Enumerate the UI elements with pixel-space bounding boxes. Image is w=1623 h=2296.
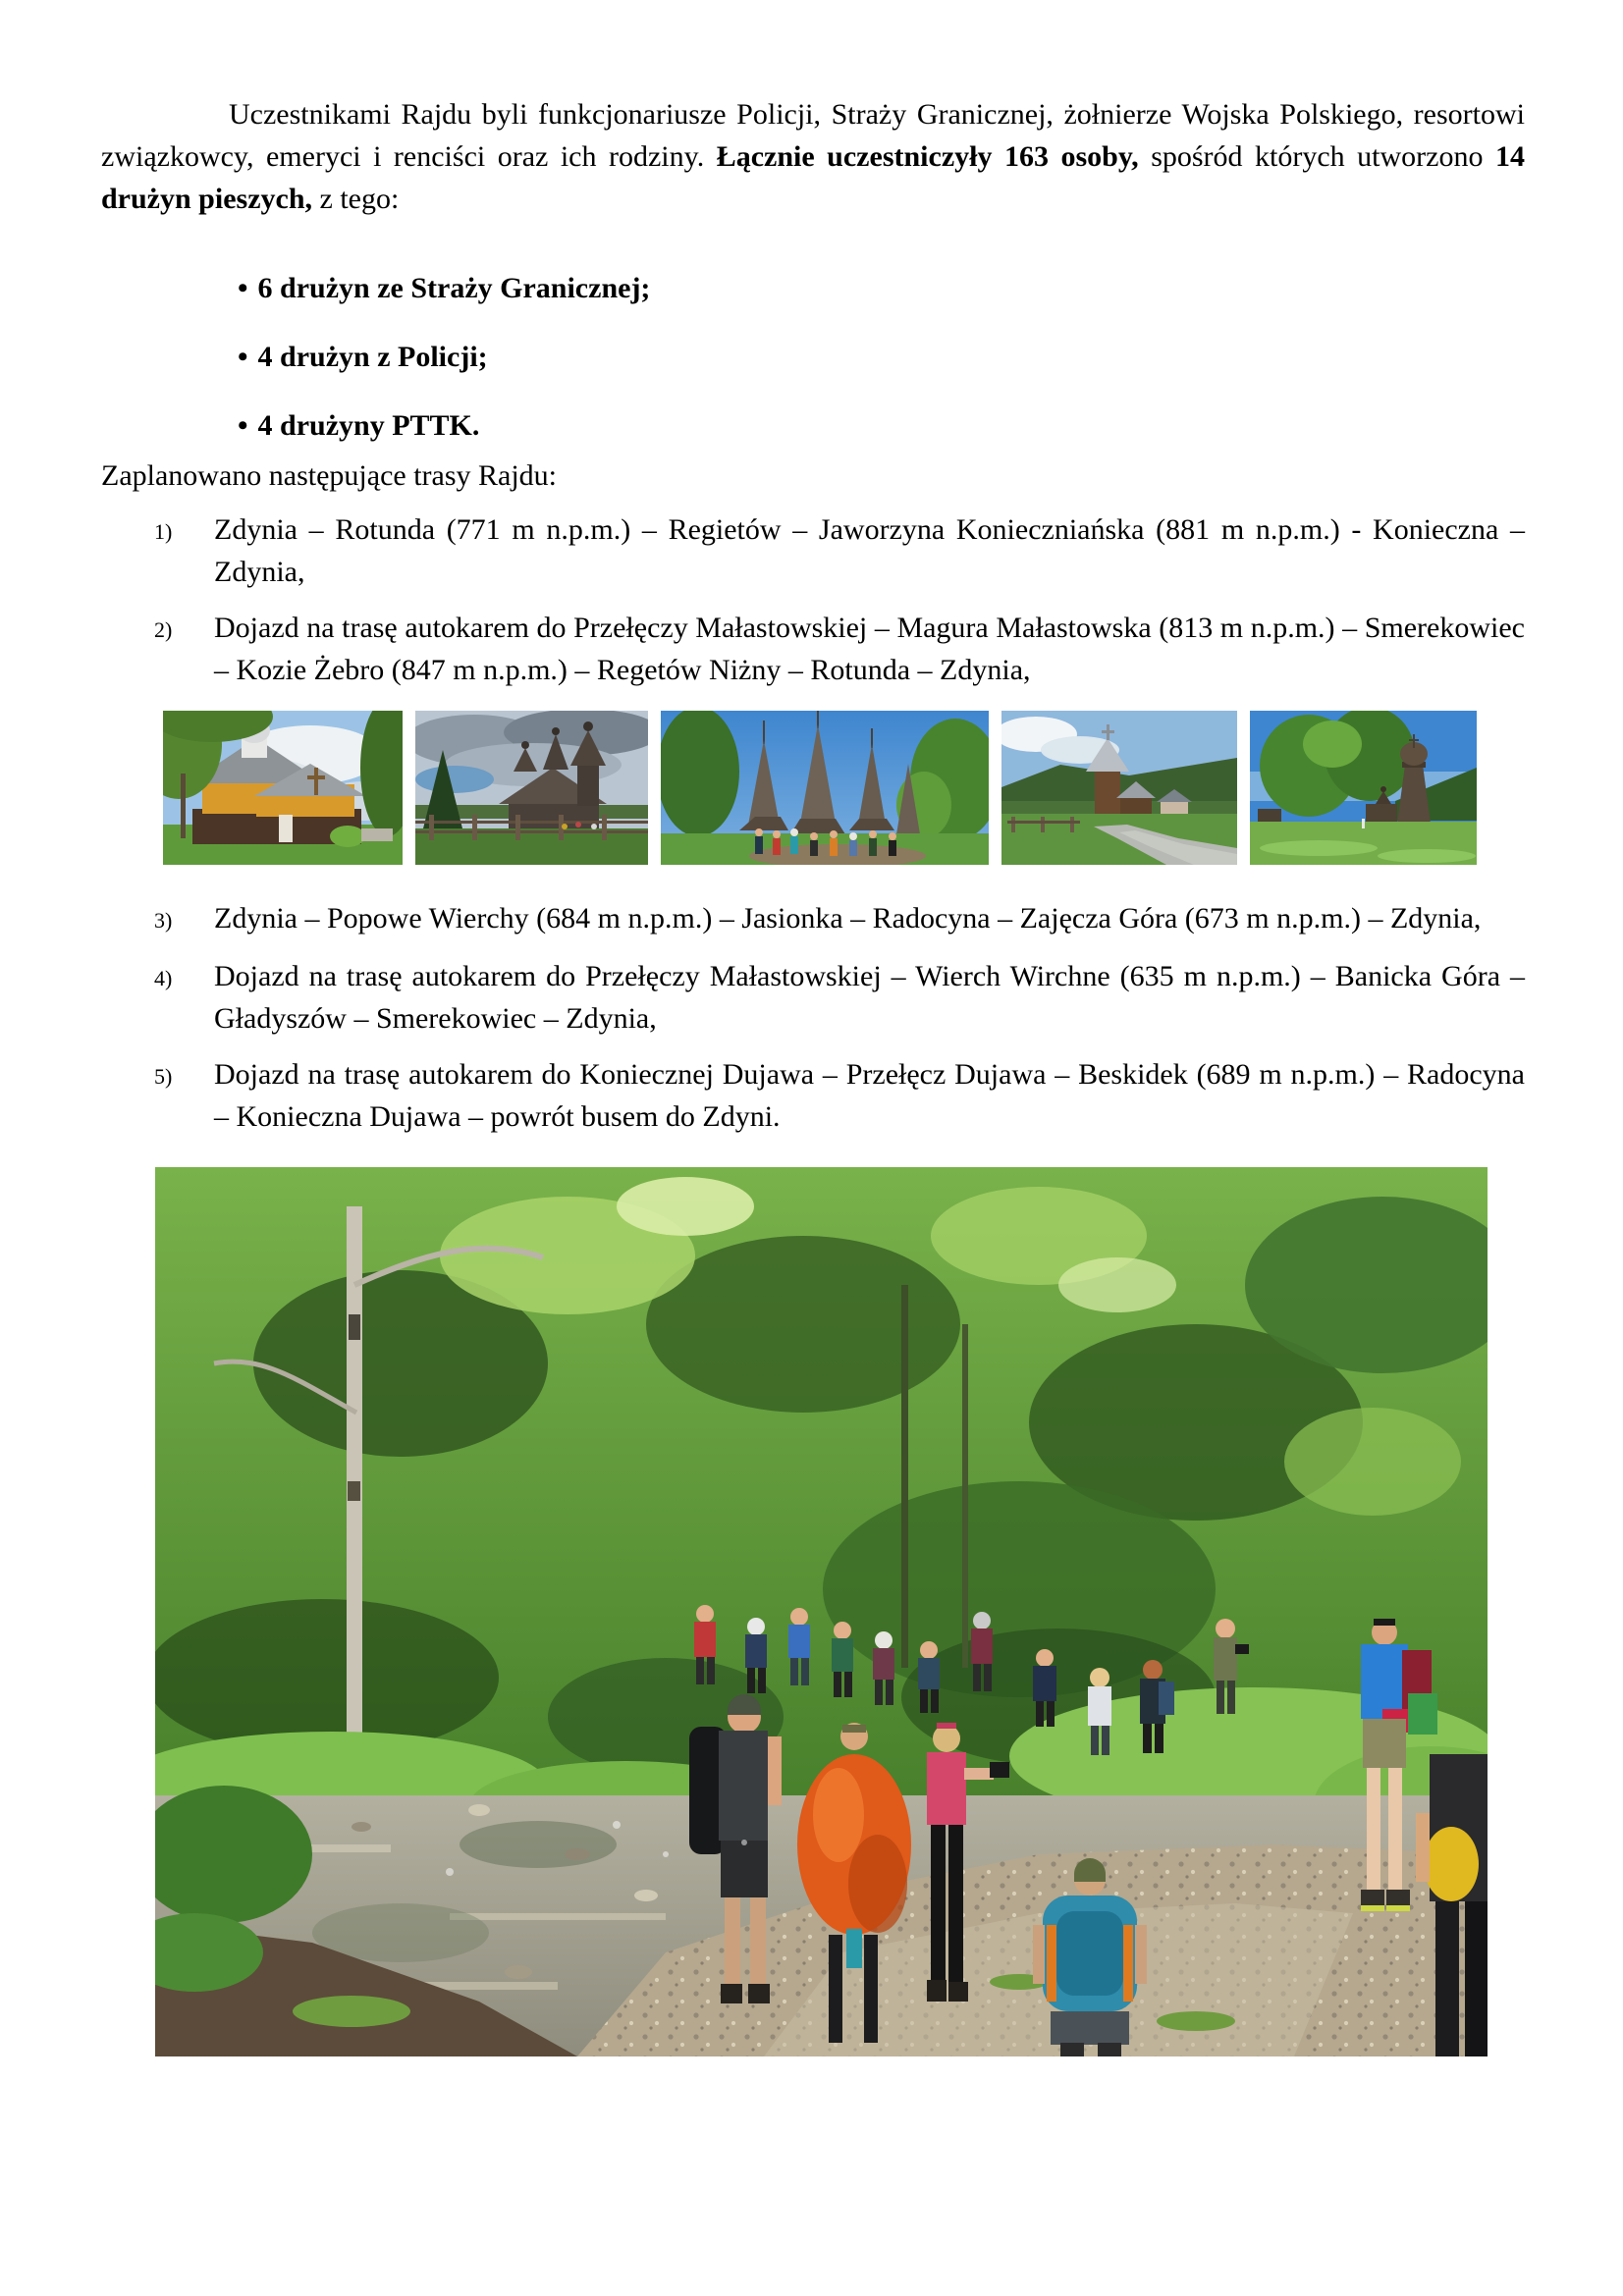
stairs	[361, 828, 393, 841]
bullet-label: 4 drużyn z Policji;	[257, 341, 488, 373]
flowers	[575, 822, 581, 828]
bullet-item-pttk	[238, 404, 1525, 447]
photo-gallery	[163, 711, 1525, 865]
grass-tuft	[1157, 2011, 1235, 2031]
fence-post	[1070, 817, 1074, 832]
bullet-icon: •	[238, 409, 248, 442]
routes-list-part2	[101, 897, 1525, 1138]
flowers	[562, 824, 568, 829]
lawn-light	[1378, 849, 1476, 863]
church-wall	[509, 804, 599, 830]
bullet-icon: •	[238, 341, 248, 373]
wooden-church-road-photo	[1001, 711, 1237, 865]
intro-paragraph	[101, 93, 1525, 220]
wooden-church-yellow-photo	[163, 711, 403, 865]
route-text: Zdynia – Popowe Wierchy (684 m n.p.m.) – Jasionka – Radocyna – Zajęcza Góra (673 m n.p.m.) – Zdynia,	[214, 902, 1482, 934]
fence-post	[1011, 817, 1015, 832]
flowers	[591, 824, 597, 829]
fence-rail	[415, 821, 648, 824]
fence-rail	[415, 830, 648, 833]
route-number: 3)	[154, 908, 173, 933]
cross-pole	[314, 768, 318, 795]
church-spires-group-photo	[661, 711, 989, 865]
route-item-3	[154, 897, 1525, 941]
teams-bullet-list	[101, 267, 1525, 447]
bullet-item-policja	[238, 336, 1525, 378]
intro-text-3: z tego:	[312, 183, 400, 215]
fence-rail	[1007, 821, 1080, 824]
church-tower	[1095, 770, 1120, 819]
cupola-ball	[1380, 786, 1386, 792]
fence-post	[472, 815, 477, 840]
white-figure	[279, 815, 293, 842]
route-text: Dojazd na trasę autokarem do Koniecznej Dujawa – Przełęcz Dujawa – Beskidek (689 m n.p.m.) – Radocyna – Konieczna Dujawa – powrót busem do Zdyni.	[214, 1058, 1525, 1133]
fence-post	[515, 815, 520, 840]
lawn-light	[1260, 840, 1378, 856]
fence-post	[602, 815, 607, 840]
grass	[415, 828, 648, 865]
fence-post	[1041, 817, 1045, 832]
route-number: 5)	[154, 1064, 173, 1089]
thin-trunk	[901, 1285, 908, 1668]
route-number: 1)	[154, 519, 173, 544]
river-crossing-hikers-photo	[155, 1167, 1488, 2056]
far-building	[1258, 809, 1281, 824]
routes-heading: Zaplanowano następujące trasy Rajdu:	[101, 459, 558, 492]
route-item-2	[154, 607, 1525, 691]
route-item-1	[154, 508, 1525, 593]
route-text: Dojazd na trasę autokarem do Przełęczy Małastowskiej – Magura Małastowska (813 m n.p.m.) – Smerekowiec – Kozie Żebro (847 m n.p.m.) – Regetów Niżny – Rotunda – Zdynia,	[214, 612, 1525, 686]
birch-bark-patch	[348, 1481, 360, 1501]
route-text: Dojazd na trasę autokarem do Przełęczy Małastowskiej – Wierch Wirchne (635 m n.p.m.) – Banicka Góra – Gładyszów – Smerekowiec – Zdynia,	[214, 960, 1525, 1035]
intro-text-1: Uczestnikami Rajdu byli funkcjonariusze Policji, Straży Granicznej, żołnierze Wojska Polskiego, resortowi związkowcy, emeryci i renciści oraz ich rodziny.	[101, 98, 1525, 173]
bank-grass	[293, 1996, 410, 2027]
intro-bold-participants: Łącznie uczestniczyły 163 osoby,	[716, 140, 1139, 173]
tower-cross	[1102, 730, 1114, 733]
route-item-4	[154, 955, 1525, 1040]
bullet-item-straz-graniczna	[238, 267, 1525, 309]
wooden-church-cemetery-photo	[415, 711, 648, 865]
dome-cross	[1409, 739, 1419, 741]
bullet-label: 6 drużyn ze Straży Granicznej;	[257, 272, 651, 304]
intro-bold-teams: 14 drużyn pieszych,	[101, 140, 1525, 215]
tower	[577, 765, 599, 806]
river-crossing-scene	[155, 1167, 1488, 2056]
cupola	[552, 727, 560, 735]
bullet-icon: •	[238, 272, 248, 304]
shrub	[330, 826, 365, 847]
route-number: 4)	[154, 966, 173, 990]
wooden-church-onion-dome-photo	[1250, 711, 1477, 865]
thin-trunk	[962, 1324, 968, 1668]
cross-arm	[307, 775, 325, 779]
white-post	[1362, 819, 1365, 828]
routes-list-part1	[101, 508, 1525, 691]
fence-post	[429, 815, 434, 840]
onion-finial	[583, 721, 593, 731]
intro-text-2: spośród których utworzono	[1138, 140, 1495, 173]
route-text: Zdynia – Rotunda (771 m n.p.m.) – Regietów – Jaworzyna Konieczniańska (881 m n.p.m.) - Konieczna – Zdynia,	[214, 513, 1525, 588]
nave	[1366, 804, 1397, 824]
route-number: 2)	[154, 617, 173, 642]
blue-sky-patch	[415, 766, 494, 793]
tree-highlight	[1303, 721, 1362, 768]
bullet-label: 4 drużyny PTTK.	[257, 409, 480, 442]
cupola	[521, 741, 529, 749]
tree-trunk	[181, 774, 186, 838]
birch-bark-patch	[349, 1314, 360, 1340]
route-item-5	[154, 1053, 1525, 1138]
